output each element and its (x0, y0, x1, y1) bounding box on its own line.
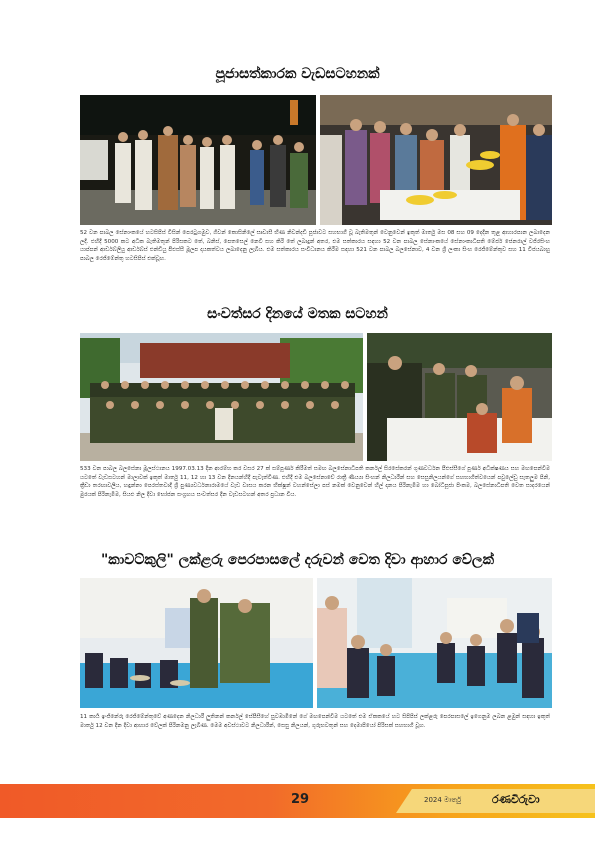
section-3-heading: "කාවට්කුලි" ලක්ළරු පෙරපාසලේ දරුවන් වෙත දිවා ආහාර වේලක් (101, 552, 494, 568)
magazine-logo: රණවිරුවා (492, 793, 540, 806)
section-2-heading: සංවත්සර දිනයේ මතක සටහන් (207, 306, 388, 322)
section-2-caption: 533 වන පාබල බලසේනා මූලස්ථානය 1997.03.13 දින ආරම්භ කර වසර 27 ක් සම්පූර්ණ කිරීමත් සමඟ බලසේනාධිපති කර්නල් සිරසේකරන් ගුණවර්ධන පීඑස්සීගේ පූර්ණ අධීක්ෂණය සහ මඟපෙන්වීම යටතේ වැඩසටහන් මාලාවක් ඉකුත් මාර්තු 11, 12 හා 13 වන දිනයන්හිදී පැවැත්විණ. එහිදී එම බලසේනාවේ රාත්‍රී ණිය්‍යා සිංහන් නිලධාරීන් සහ සෙසුනිලයන්ගේ සහභාගිත්වයෙන් පවුලේඩු සැතලුම පිනි, ක්‍රීඩා තරඟාවලිය, හඳුන්නා පෙරස්තවාදී ශ්‍රී පුණ්‍යවර්ධනාරාමයේ වැඩ වාසය කරන භික්ෂූන් වහන්සේලා පස් නමක් වෙනුවෙන් හීල් දානය පිරිනැමීම හා බෝධිපූජා පිංකම, බලසේනාධිපති වෙත සාදරයෙන් මුරයක් පිරිනැමීම, සියළු නිල දිවා භෝජන සංග්‍රහය සංවත්සර දින වැඩසටහන් අතර ප්‍රධාන විය. (80, 466, 550, 498)
photo-children-eating (317, 578, 552, 708)
photo-group-officers (80, 333, 363, 461)
issue-date: 2024 මාර්තු (424, 796, 462, 804)
page-number: 29 (290, 792, 310, 807)
photo-temple-ceremony (80, 95, 316, 225)
section-3-caption: 11 කාර්‍ය ඉංජිනේරු රෙජිමේන්තුවේ අණදෙන නිලධාරී ලුතිනන් කර්නල් සේපීසීහේ සුවඹාමිනේ ගේ මඟපෙන්වීම යටතේ එම ඒකකයේ හට සිපිපිස් ලක්ළරු පෙරපාසලේ ඉගෙනුම ලබන ළමුන් සඳහා ඉකුත් මාර්තු 12 වන දින දිවා ආහාර වේලක් පිරිනමනු ලැබිණ. මෙම අවස්ථාවට නිලධාරීන්, සෙසු නිලයන්, ගුරුභවතුන් සහ දෙමාපියෝ පිරිසක් සහභාගී වූහ. (80, 714, 550, 729)
section-1-caption: 52 වන පාබල සේනාංකයේ හටසිපිස් විසින් පෙරටුගමුව, ගිවන් කොසිනිලේ සෘවාසී භිණ නිවන්දඩී පූජාවට සහභාගී වූ බැතිමතුන් වෙනුවෙන් ඉකුත් මාර්තු මස 08 සහ 09 දෙදින තුළ ආහාරපාන ලබාදෙන ලදී. එහිදී 5000 කට අධික බැතිමතුන් පිරිසකට තේ, බනිස්, පෙතසෙල් නෙවී සහ කිරි තේ ලබාදුන් අතර, එම සත්කාරය සඳහා 52 වන පාබල සේනාංකයේ සේනාංකාධිපති මේජර් ජෙනරාල් වජිරසිංහ යාප්පන් ආර්ඩබ්ලියු ආර්ඩබ්ස් එන්ඩියු පීඑස්සී මූලප දායකත්වය ලබාදෙනු ලැබිය. එම සත්කාරය සංවිධානය කිරීම සඳහා 521 වන පාබල බලසේනාව, 4 වන ශ්‍රී ලංකා සිංහ රෙජිමේන්තුව සහ 11 විජයබාහු පාබල රෙජිමේන්තු හටසිපිස් එක්වූහ. (80, 230, 550, 262)
photo-food-serving (320, 95, 552, 225)
photo-soldiers-serving-children (80, 578, 313, 708)
section-1-heading: පූජාසත්කාරක වැඩසටහනක් (215, 66, 380, 82)
photo-alms-giving (367, 333, 552, 461)
